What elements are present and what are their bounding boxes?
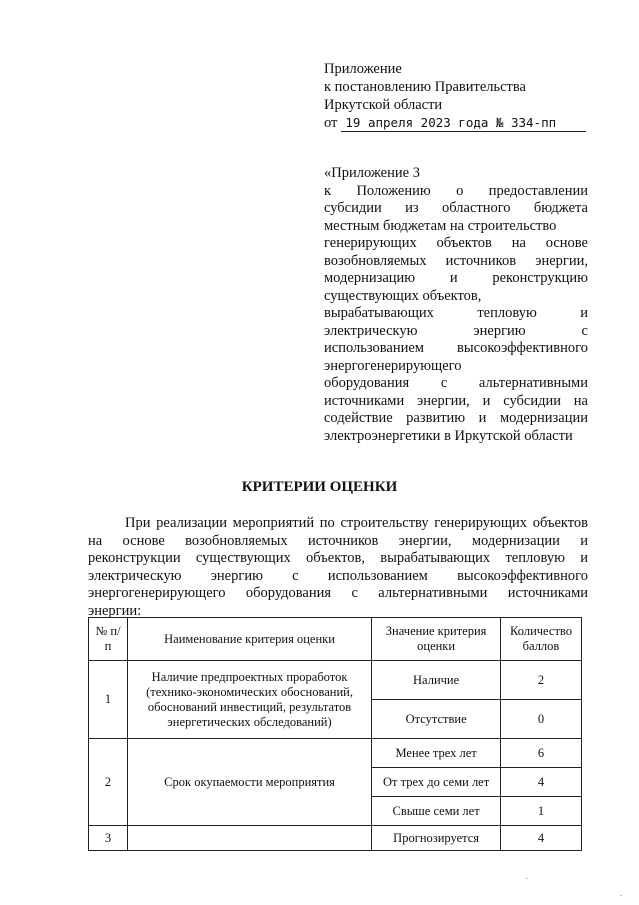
table-row bbox=[89, 826, 582, 851]
row-number: 1 bbox=[89, 661, 128, 739]
intro-paragraph bbox=[88, 515, 588, 620]
criterion-points: 0 bbox=[501, 700, 582, 739]
annex-line: модернизацию и реконструкцию bbox=[324, 270, 588, 286]
criterion-name bbox=[127, 826, 371, 851]
scan-speck bbox=[526, 878, 528, 879]
criterion-value: Менее трех лет bbox=[372, 739, 501, 768]
appendix-header bbox=[324, 60, 586, 132]
criterion-points: 1 bbox=[501, 797, 582, 826]
criterion-points: 4 bbox=[501, 826, 582, 851]
table-row bbox=[89, 739, 582, 768]
table-row bbox=[89, 661, 582, 700]
criterion-name: Срок окупаемости мероприятия bbox=[127, 739, 371, 826]
annex-line: «Приложение 3 bbox=[324, 165, 420, 181]
row-number: 3 bbox=[89, 826, 128, 851]
annex-3-reference bbox=[324, 165, 588, 445]
intro-line: реконструкции существующих объектов, вырабатывающих тепловую и bbox=[88, 550, 588, 566]
row-number: 2 bbox=[89, 739, 128, 826]
resolution-date-number: 19 апреля 2023 года № 334-пп bbox=[341, 115, 586, 132]
criterion-points: 6 bbox=[501, 739, 582, 768]
criterion-value: Отсутствие bbox=[372, 700, 501, 739]
intro-line: энергогенерирующего оборудования с альтернативными источниками bbox=[88, 585, 588, 601]
header-date-line bbox=[324, 114, 586, 132]
intro-line: электрическую энергию с использованием высокоэффективного bbox=[88, 567, 588, 584]
annex-line: источниками энергии, и субсидии на bbox=[324, 392, 588, 409]
header-line-2: к постановлению Правительства bbox=[324, 79, 526, 95]
annex-line: к Положению о предоставлении bbox=[324, 182, 588, 199]
date-prefix: от bbox=[324, 115, 338, 131]
annex-line: использованием высокоэффективного bbox=[324, 340, 588, 356]
annex-line: энергогенерирующего bbox=[324, 357, 462, 374]
intro-line: При реализации мероприятий по строительству генерирующих объектов bbox=[125, 515, 588, 531]
table-header-row bbox=[89, 618, 582, 661]
annex-line: оборудования с альтернативными bbox=[324, 375, 588, 391]
criterion-name: Наличие предпроектных проработок (технико-экономических обоснований, обоснований инвестиций, результатов энергетических обследований) bbox=[127, 661, 371, 739]
criterion-value: Наличие bbox=[372, 661, 501, 700]
criterion-points: 2 bbox=[501, 661, 582, 700]
annex-line: электрическую энергию с bbox=[324, 322, 588, 339]
annex-line: вырабатывающих тепловую и bbox=[324, 305, 588, 321]
scan-speck bbox=[620, 895, 622, 896]
annex-line: субсидии из областного бюджета bbox=[324, 200, 588, 216]
header-criterion-value: Значение критерия оценки bbox=[372, 618, 501, 661]
annex-line: содействие развитию и модернизации bbox=[324, 410, 588, 426]
criterion-points: 4 bbox=[501, 768, 582, 797]
criterion-value: Свыше семи лет bbox=[372, 797, 501, 826]
header-criterion-name: Наименование критерия оценки bbox=[127, 618, 371, 661]
intro-line: энергии: bbox=[88, 602, 142, 619]
header-points: Количество баллов bbox=[501, 618, 582, 661]
annex-line: электроэнергетики в Иркутской области bbox=[324, 427, 573, 444]
header-line-3: Иркутской области bbox=[324, 97, 443, 113]
intro-line: на основе возобновляемых источников энергии, модернизации и bbox=[88, 532, 588, 549]
header-line-1: Приложение bbox=[324, 61, 402, 77]
header-number: № п/п bbox=[89, 618, 128, 661]
criterion-value: Прогнозируется bbox=[372, 826, 501, 851]
annex-line: генерирующих объектов на основе bbox=[324, 235, 588, 251]
criterion-value: От трех до семи лет bbox=[372, 768, 501, 797]
annex-line: возобновляемых источников энергии, bbox=[324, 252, 588, 269]
document-title: КРИТЕРИИ ОЦЕНКИ bbox=[241, 479, 398, 495]
criteria-table bbox=[88, 617, 582, 851]
annex-line: местным бюджетам на строительство bbox=[324, 217, 557, 234]
annex-line: существующих объектов, bbox=[324, 287, 482, 304]
